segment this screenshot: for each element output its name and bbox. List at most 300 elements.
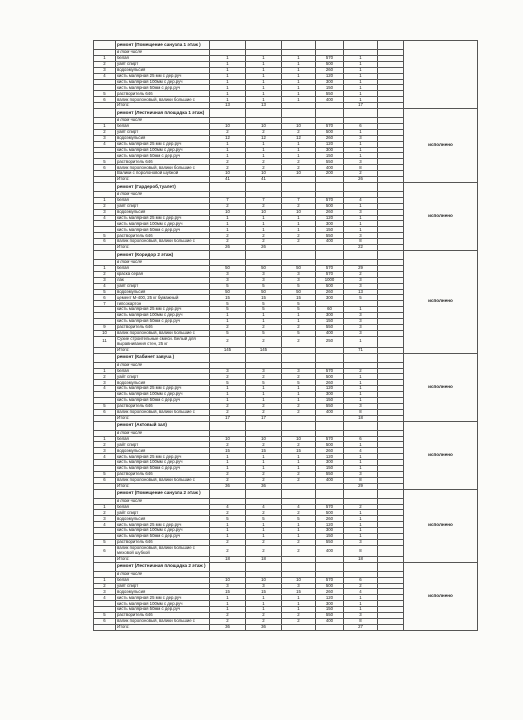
quantity-received: 2 (246, 165, 282, 171)
quantity-received: 10 (246, 124, 282, 130)
row-number: 5 (94, 159, 116, 165)
quantity-planned: 2 (210, 233, 246, 239)
section-header-row (94, 182, 478, 191)
quantity-planned: 2 (210, 336, 246, 347)
material-name: растворитель 646 (116, 471, 210, 477)
section-header-row (94, 250, 478, 259)
amount: 1 (344, 595, 378, 601)
unit-price: 260 (316, 589, 344, 595)
amount: 1 (344, 56, 378, 62)
cell-empty (94, 250, 116, 259)
amount: 8 (344, 545, 378, 556)
amount: 3 (344, 539, 378, 545)
quantity-planned: 1 (210, 392, 246, 398)
quantity-planned: 3 (210, 277, 246, 283)
quantity-used: 50 (282, 265, 316, 271)
row-number: 3 (94, 209, 116, 215)
cell-empty (316, 421, 344, 430)
unit-price: 300 (316, 601, 344, 607)
total-received: 18 (246, 556, 282, 562)
quantity-planned: 2 (210, 129, 246, 135)
amount: 3 (344, 283, 378, 289)
row-number: 5 (94, 471, 116, 477)
cell-empty (282, 109, 316, 118)
quantity-used: 5 (282, 283, 316, 289)
cell-empty (210, 562, 246, 571)
material-name: валик поролоновый, валики большие с (116, 477, 210, 483)
total-amount: 18 (344, 556, 378, 562)
quantity-received: 1 (246, 227, 282, 233)
quantity-received: 10 (246, 577, 282, 583)
amount: 4 (344, 589, 378, 595)
amount: 1 (344, 380, 378, 386)
total-label: Итого: (116, 556, 210, 562)
quantity-used: 1 (282, 56, 316, 62)
amount: 6 (344, 124, 378, 130)
quantity-used: 2 (282, 129, 316, 135)
quantity-received: 1 (246, 460, 282, 466)
row-number: 2 (94, 510, 116, 516)
material-name: белая (116, 56, 210, 62)
material-name: растворитель 646 (116, 324, 210, 330)
quantity-used: 2 (282, 403, 316, 409)
row-number: 2 (94, 203, 116, 209)
quantity-planned: 2 (210, 374, 246, 380)
section-header-row (94, 41, 478, 50)
quantity-used: 1 (282, 397, 316, 403)
material-name: кисть малярная 25 мм с дер.руч (116, 522, 210, 528)
cell-empty (378, 353, 404, 362)
row-number: 4 (94, 141, 116, 147)
unit-price: 250 (316, 336, 344, 347)
quantity-received: 5 (246, 301, 282, 307)
row-number: 6 (94, 618, 116, 624)
unit-price: 300 (316, 221, 344, 227)
section-remark: исполнено (404, 182, 478, 250)
section-title: ремонт (Актовый зал) (116, 421, 210, 430)
material-name: кисть малярная 25 мм с дер.руч (116, 215, 210, 221)
quantity-used: 2 (282, 618, 316, 624)
quantity-used: 1 (282, 454, 316, 460)
quantity-received: 12 (246, 135, 282, 141)
material-name: растворитель 646 (116, 403, 210, 409)
quantity-received: 1 (246, 534, 282, 540)
quantity-used: 1 (282, 67, 316, 73)
quantity-planned: 1 (210, 73, 246, 79)
quantity-received: 15 (246, 448, 282, 454)
unit-price: 150 (316, 397, 344, 403)
section-header-row (94, 562, 478, 571)
material-name: кисть малярная 50мм с дер.руч (116, 465, 210, 471)
material-name: Сухие строительные смеси. Белый для выравнивания стен, 25 кг (116, 336, 210, 347)
unit-price: 150 (316, 465, 344, 471)
quantity-planned: 3 (210, 368, 246, 374)
cell-empty (344, 562, 378, 571)
quantity-planned: 2 (210, 618, 246, 624)
quantity-planned: 4 (210, 504, 246, 510)
cell-empty (94, 624, 116, 630)
cell-empty (316, 250, 344, 259)
unit-price: 120 (316, 386, 344, 392)
material-name: кисть малярная 100мм с дер.руч (116, 460, 210, 466)
material-name: водоэмульсия (116, 209, 210, 215)
cell-empty (210, 421, 246, 430)
quantity-received: 5 (246, 330, 282, 336)
amount: 8 (344, 477, 378, 483)
unit-price: 550 (316, 324, 344, 330)
unit-price: 120 (316, 73, 344, 79)
total-planned: 18 (210, 556, 246, 562)
amount: 2 (344, 171, 378, 177)
material-name: уайт спирт (116, 129, 210, 135)
material-name: кисть малярная 25 мм с дер.руч (116, 386, 210, 392)
quantity-used: 1 (282, 460, 316, 466)
quantity-received: 5 (246, 307, 282, 313)
amount: 4 (344, 448, 378, 454)
quantity-received: 2 (246, 613, 282, 619)
quantity-received: 1 (246, 141, 282, 147)
unit-price: 150 (316, 153, 344, 159)
material-name: кисть малярная 50мм с дер.руч (116, 153, 210, 159)
quantity-planned: 7 (210, 197, 246, 203)
total-planned: 26 (210, 245, 246, 251)
cell-empty (316, 489, 344, 498)
quantity-received: 2 (246, 374, 282, 380)
unit-price: 400 (316, 545, 344, 556)
material-name: уайт спирт (116, 283, 210, 289)
quantity-used: 3 (282, 583, 316, 589)
amount: 1 (344, 203, 378, 209)
section-title: ремонт (Коридор 2 этаж) (116, 250, 210, 259)
material-name: уайт спирт (116, 374, 210, 380)
quantity-planned: 1 (210, 67, 246, 73)
quantity-used: 2 (282, 165, 316, 171)
cell-empty (378, 182, 404, 191)
quantity-received: 2 (246, 129, 282, 135)
quantity-received: 5 (246, 283, 282, 289)
quantity-used: 2 (282, 239, 316, 245)
section-title: ремонт (Лестничная площадка 1 этаж) (116, 109, 210, 118)
section-subtitle: в том числе (116, 571, 210, 577)
material-name: кисть малярная 50мм с дер.руч (116, 534, 210, 540)
cell-empty (94, 489, 116, 498)
row-number: 4 (94, 595, 116, 601)
quantity-received: 1 (246, 97, 282, 103)
unit-price: 150 (316, 318, 344, 324)
quantity-used: 5 (282, 330, 316, 336)
unit-price: 260 (316, 209, 344, 215)
cell-empty (94, 353, 116, 362)
cell-empty (94, 562, 116, 571)
row-number: 5 (94, 613, 116, 619)
section-subtitle: в том числе (116, 498, 210, 504)
quantity-planned: 50 (210, 289, 246, 295)
total-planned: 17 (210, 415, 246, 421)
unit-price: 550 (316, 159, 344, 165)
quantity-received: 5 (246, 380, 282, 386)
material-name: кисть малярная 100мм с дер.руч (116, 147, 210, 153)
total-label: Итого: (116, 103, 210, 109)
quantity-used: 10 (282, 436, 316, 442)
quantity-planned: 50 (210, 265, 246, 271)
amount: 29 (344, 265, 378, 271)
material-name: белая (116, 197, 210, 203)
quantity-used: 1 (282, 318, 316, 324)
material-name: лак (116, 277, 210, 283)
total-label: Итого: (116, 245, 210, 251)
quantity-planned: 15 (210, 448, 246, 454)
section-title: ремонт (Лестничная площадка 2 этаж ) (116, 562, 210, 571)
quantity-planned: 1 (210, 601, 246, 607)
unit-price: 550 (316, 233, 344, 239)
quantity-received: 2 (246, 477, 282, 483)
total-amount: 22 (344, 245, 378, 251)
amount: 1 (344, 601, 378, 607)
quantity-used: 1 (282, 73, 316, 79)
quantity-planned: 1 (210, 147, 246, 153)
unit-price: 570 (316, 368, 344, 374)
quantity-planned: 2 (210, 477, 246, 483)
quantity-received: 2 (246, 239, 282, 245)
cell-empty (344, 353, 378, 362)
quantity-planned: 1 (210, 607, 246, 613)
cell-empty (210, 182, 246, 191)
amount: 1 (344, 607, 378, 613)
row-number: 1 (94, 577, 116, 583)
quantity-received: 2 (246, 159, 282, 165)
cell-empty (210, 109, 246, 118)
section-subtitle: в том числе (116, 430, 210, 436)
quantity-used: 1 (282, 595, 316, 601)
amount: 6 (344, 436, 378, 442)
amount: 1 (344, 336, 378, 347)
quantity-used: 1 (282, 528, 316, 534)
quantity-planned: 1 (210, 61, 246, 67)
material-name: валик поролоновый, валики большие с (116, 239, 210, 245)
material-name: кисть малярная 25 мм с дер.руч (116, 307, 210, 313)
row-number: 5 (94, 91, 116, 97)
section-remark: исполнено (404, 353, 478, 421)
material-name: валик поролоновый, валики большие с (116, 618, 210, 624)
row-number: 10 (94, 330, 116, 336)
quantity-used: 1 (282, 607, 316, 613)
quantity-planned: 1 (210, 56, 246, 62)
quantity-received: 3 (246, 271, 282, 277)
quantity-received: 1 (246, 392, 282, 398)
section-subtitle: в том числе (116, 50, 210, 56)
row-number: 2 (94, 374, 116, 380)
quantity-used: 1 (282, 97, 316, 103)
amount: 1 (344, 153, 378, 159)
amount: 6 (344, 577, 378, 583)
row-number: 3 (94, 380, 116, 386)
row-number: 4 (94, 386, 116, 392)
section-remark: исполнено (404, 562, 478, 630)
quantity-planned: 2 (210, 203, 246, 209)
quantity-received: 1 (246, 454, 282, 460)
quantity-used: 50 (282, 289, 316, 295)
cell-empty (282, 562, 316, 571)
material-name: кисть малярная 100мм с дер.руч (116, 601, 210, 607)
unit-price: 120 (316, 595, 344, 601)
cell-empty (378, 250, 404, 259)
quantity-used: 2 (282, 324, 316, 330)
total-amount: 27 (344, 624, 378, 630)
cell-empty (316, 41, 344, 50)
material-name: водоэмульсия (116, 380, 210, 386)
quantity-planned: 5 (210, 330, 246, 336)
quantity-used: 2 (282, 471, 316, 477)
amount: 1 (344, 386, 378, 392)
amount: 1 (344, 528, 378, 534)
quantity-planned: 2 (210, 510, 246, 516)
quantity-used: 2 (282, 233, 316, 239)
quantity-received: 7 (246, 197, 282, 203)
unit-price: 500 (316, 583, 344, 589)
quantity-used: 1 (282, 313, 316, 319)
quantity-planned: 1 (210, 91, 246, 97)
amount: 1 (344, 97, 378, 103)
amount: 1 (344, 516, 378, 522)
total-amount: 26 (344, 177, 378, 183)
material-name: белая (116, 265, 210, 271)
unit-price: 550 (316, 613, 344, 619)
quantity-received: 50 (246, 265, 282, 271)
amount: 2 (344, 583, 378, 589)
quantity-used: 1 (282, 227, 316, 233)
quantity-planned: 1 (210, 215, 246, 221)
quantity-used: 3 (282, 277, 316, 283)
cell-empty (210, 41, 246, 50)
quantity-used: 1 (282, 465, 316, 471)
row-number: 5 (94, 403, 116, 409)
material-name: растворитель 646 (116, 233, 210, 239)
row-number: 6 (94, 545, 116, 556)
quantity-planned: 1 (210, 397, 246, 403)
amount: 1 (344, 221, 378, 227)
cell-empty (344, 109, 378, 118)
unit-price: 500 (316, 283, 344, 289)
total-planned: 13 (210, 103, 246, 109)
row-number: 11 (94, 336, 116, 347)
material-name: валик поролоновый, валики большие с (116, 330, 210, 336)
row-number: 6 (94, 165, 116, 171)
material-name: уайт спирт (116, 203, 210, 209)
cell-empty (94, 41, 116, 50)
quantity-received: 2 (246, 336, 282, 347)
amount: 3 (344, 313, 378, 319)
material-name: белая (116, 368, 210, 374)
amount: 3 (344, 471, 378, 477)
row-number: 4 (94, 454, 116, 460)
material-name: растворитель 646 (116, 613, 210, 619)
amount: 1 (344, 534, 378, 540)
quantity-used: 15 (282, 448, 316, 454)
section-header-row (94, 489, 478, 498)
total-label: Итого: (116, 624, 210, 630)
cell-empty (246, 182, 282, 191)
unit-price: 500 (316, 61, 344, 67)
material-name: валик поролоновый, валики большие с (116, 409, 210, 415)
material-name: кисть малярная 50мм с дер.руч (116, 85, 210, 91)
quantity-planned: 1 (210, 79, 246, 85)
unit-price: 150 (316, 227, 344, 233)
unit-price: 300 (316, 147, 344, 153)
row-number: 1 (94, 197, 116, 203)
material-name: уайт спирт (116, 61, 210, 67)
row-number: 4 (94, 73, 116, 79)
amount: 8 (344, 239, 378, 245)
quantity-used: 1 (282, 215, 316, 221)
total-planned: 145 (210, 347, 246, 353)
amount: 1 (344, 397, 378, 403)
quantity-planned: 12 (210, 135, 246, 141)
total-amount: 17 (344, 103, 378, 109)
quantity-used: 1 (282, 91, 316, 97)
amount: 8 (344, 165, 378, 171)
row-number: 6 (94, 409, 116, 415)
material-name: белая (116, 504, 210, 510)
unit-price: 500 (316, 203, 344, 209)
amount: 3 (344, 324, 378, 330)
cell-empty (378, 545, 404, 556)
quantity-planned: 1 (210, 153, 246, 159)
cell-empty (210, 353, 246, 362)
quantity-planned: 1 (210, 97, 246, 103)
quantity-received: 2 (246, 409, 282, 415)
cell-empty (282, 421, 316, 430)
amount: 3 (344, 330, 378, 336)
material-name: растворитель 646 (116, 159, 210, 165)
material-name: кисть малярная 100мм с дер.руч (116, 392, 210, 398)
quantity-used: 5 (282, 301, 316, 307)
quantity-received: 50 (246, 289, 282, 295)
amount: 3 (344, 159, 378, 165)
quantity-received: 1 (246, 595, 282, 601)
material-name: белая (116, 577, 210, 583)
amount: 1 (344, 442, 378, 448)
row-number: 2 (94, 583, 116, 589)
amount: 3 (344, 318, 378, 324)
quantity-received: 5 (246, 516, 282, 522)
amount: 1 (344, 454, 378, 460)
unit-price: 120 (316, 141, 344, 147)
quantity-received: 1 (246, 313, 282, 319)
unit-price: 400 (316, 618, 344, 624)
quantity-used: 15 (282, 295, 316, 301)
cell-empty (316, 182, 344, 191)
unit-price: 570 (316, 271, 344, 277)
total-received: 36 (246, 624, 282, 630)
unit-price: 500 (316, 374, 344, 380)
cell-empty (378, 624, 404, 630)
material-name: кисть малярная 25 мм с дер.руч (116, 595, 210, 601)
quantity-received: 1 (246, 601, 282, 607)
quantity-received: 3 (246, 583, 282, 589)
row-number: 1 (94, 56, 116, 62)
cell-empty (246, 489, 282, 498)
cell-empty (282, 182, 316, 191)
amount: 13 (344, 289, 378, 295)
quantity-received: 1 (246, 318, 282, 324)
material-name: кисть малярная 100мм с дер.руч (116, 313, 210, 319)
quantity-used: 1 (282, 534, 316, 540)
quantity-used: 1 (282, 141, 316, 147)
quantity-used: 2 (282, 539, 316, 545)
section-title: ремонт (Помещение санузла 1 этаж ) (116, 41, 210, 50)
cell-empty (246, 250, 282, 259)
unit-price: 1000 (316, 277, 344, 283)
